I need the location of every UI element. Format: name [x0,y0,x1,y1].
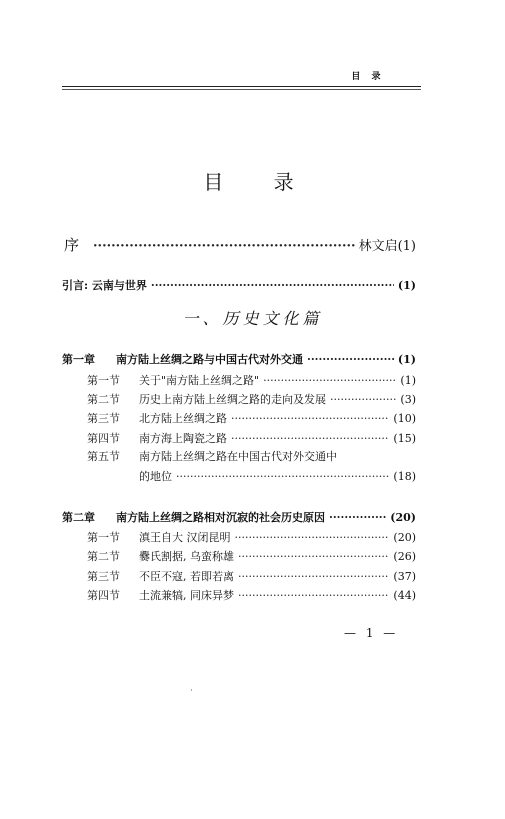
section-title: 滇王自大 汉闭昆明 [139,531,231,544]
section-title-continued: 的地位 [139,470,172,483]
dot-leader [330,393,396,406]
dot-leader [176,470,389,483]
section-page: (1) [400,374,416,387]
section-page: (20) [393,531,416,544]
section-number: 第四节 [87,589,120,602]
section-title: 不臣不寇, 若即若离 [139,570,234,583]
section-title: 历史上南方陆上丝绸之路的走向及发展 [139,393,326,406]
section-page: (37) [393,570,416,583]
page-number: — 1 — [344,626,399,640]
preface-author-page: 林文启(1) [358,239,416,254]
intro-page: (1) [397,279,416,292]
section-number: 第四节 [87,432,120,445]
dot-leader [231,432,389,445]
section-page: (18) [393,470,416,483]
section-title: 北方陆上丝绸之路 [139,412,227,425]
page-title: 目 录 [203,170,316,194]
section-title: 爨氏割据, 乌蛮称雄 [139,550,234,563]
section-number: 第三节 [87,570,120,583]
header-rule-thin [62,89,421,90]
section-heading: 一、历史文化篇 [182,309,323,328]
toc-section[interactable] [87,548,416,564]
dot-leader [307,353,394,366]
section-title: 南方陆上丝绸之路在中国古代对外交通中 [139,450,337,463]
section-title: 土流兼犒, 同床异梦 [139,589,234,602]
dot-leader [263,374,396,387]
section-page: (3) [400,393,416,406]
toc-chapter-1[interactable] [62,351,416,367]
section-page: (26) [393,550,416,563]
chapter-number: 第二章 [62,511,95,524]
preface-label: 序 [64,236,80,254]
dot-leader [151,279,394,292]
intro-label: 引言: 云南与世界 [62,279,147,292]
section-number: 第二节 [87,550,120,563]
toc-chapter-2[interactable] [62,509,416,525]
toc-section[interactable] [87,372,416,388]
toc-preface[interactable] [64,234,416,255]
dot-leader [235,531,390,544]
toc-section[interactable] [87,568,416,584]
chapter-number: 第一章 [62,353,95,366]
section-number: 第一节 [87,374,120,387]
toc-section[interactable] [87,391,416,407]
scan-speck [191,689,192,691]
chapter-title: 南方陆上丝绸之路与中国古代对外交通 [116,353,303,366]
chapter-page: (20) [390,511,416,524]
dot-leader [238,589,389,602]
section-number: 第三节 [87,412,120,425]
running-head: 目 录 [351,72,385,82]
toc-intro[interactable] [62,277,416,293]
section-number: 第一节 [87,531,120,544]
section-page: (44) [393,589,416,602]
toc-section[interactable] [87,410,416,426]
section-number: 第二节 [87,393,120,406]
dot-leader [238,550,389,563]
dot-leader [231,412,389,425]
section-page: (15) [393,432,416,445]
toc-section[interactable] [87,448,337,464]
toc-section[interactable] [87,529,416,545]
section-number: 第五节 [87,450,120,463]
toc-section[interactable] [87,587,416,603]
dot-leader [329,511,386,524]
toc-section-continued[interactable] [139,468,416,484]
section-page: (10) [393,412,416,425]
chapter-page: (1) [397,353,416,366]
section-title: 南方海上陶瓷之路 [139,432,227,445]
toc-section[interactable] [87,430,416,446]
dot-leader [238,570,389,583]
header-rule [62,86,421,87]
section-title: 关于"南方陆上丝绸之路" [139,374,260,387]
dot-leader [93,239,355,254]
chapter-title: 南方陆上丝绸之路相对沉寂的社会历史原因 [116,511,325,524]
